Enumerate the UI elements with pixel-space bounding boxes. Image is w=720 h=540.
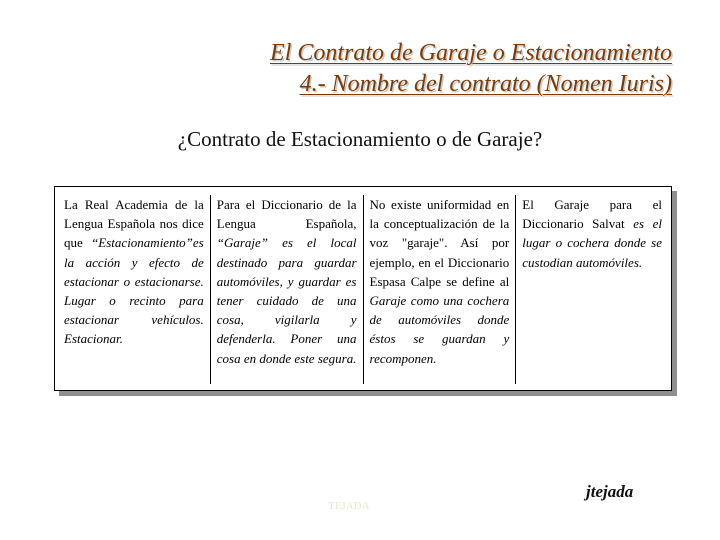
definitions-table [54, 186, 672, 391]
author-signature: jtejada [586, 482, 634, 501]
title-line-2: 4.- Nombre del contrato (Nomen Iuris) [299, 71, 672, 97]
definition-emphasis: Garaje como una cochera de automóviles donde éstos se guardan y recomponen. [369, 293, 510, 366]
definition-column-salvat [515, 195, 668, 384]
faint-footer-text: TEJADA [328, 500, 370, 512]
definition-column-rae [58, 195, 210, 384]
definition-text: La Real Academia de la Lengua Española nos dice que [64, 197, 204, 251]
definition-column-espasa [363, 195, 516, 384]
definition-emphasis: “Garaje” es el local destinado para guardar automóviles, y guardar es tener cuidado de una cosa, vigilarla y defenderla. Poner una cosa en donde este segura. [216, 235, 357, 366]
title-line-1: El Contrato de Garaje o Estacionamiento [270, 40, 672, 66]
definition-text: El Garaje para el Diccionario Salvat [522, 197, 662, 232]
slide-title [270, 38, 672, 100]
definition-column-diccionario [210, 195, 363, 384]
definition-emphasis: es el lugar o cochera donde se custodian automóviles. [522, 216, 663, 270]
slide-subtitle: ¿Contrato de Estacionamiento o de Garaje? [177, 127, 543, 151]
definition-emphasis: “Estacionamiento”es la acción y efecto de estacionar o estacionarse. Lugar o recinto para estacionar vehículos. Estacionar. [64, 235, 204, 347]
definition-text: No existe uniformidad en la conceptualización de la voz "garaje". Así por ejemplo, en el Diccionario Espasa Calpe se define al [369, 197, 510, 289]
definition-text: Para el Diccionario de la Lengua Española, [216, 197, 357, 232]
